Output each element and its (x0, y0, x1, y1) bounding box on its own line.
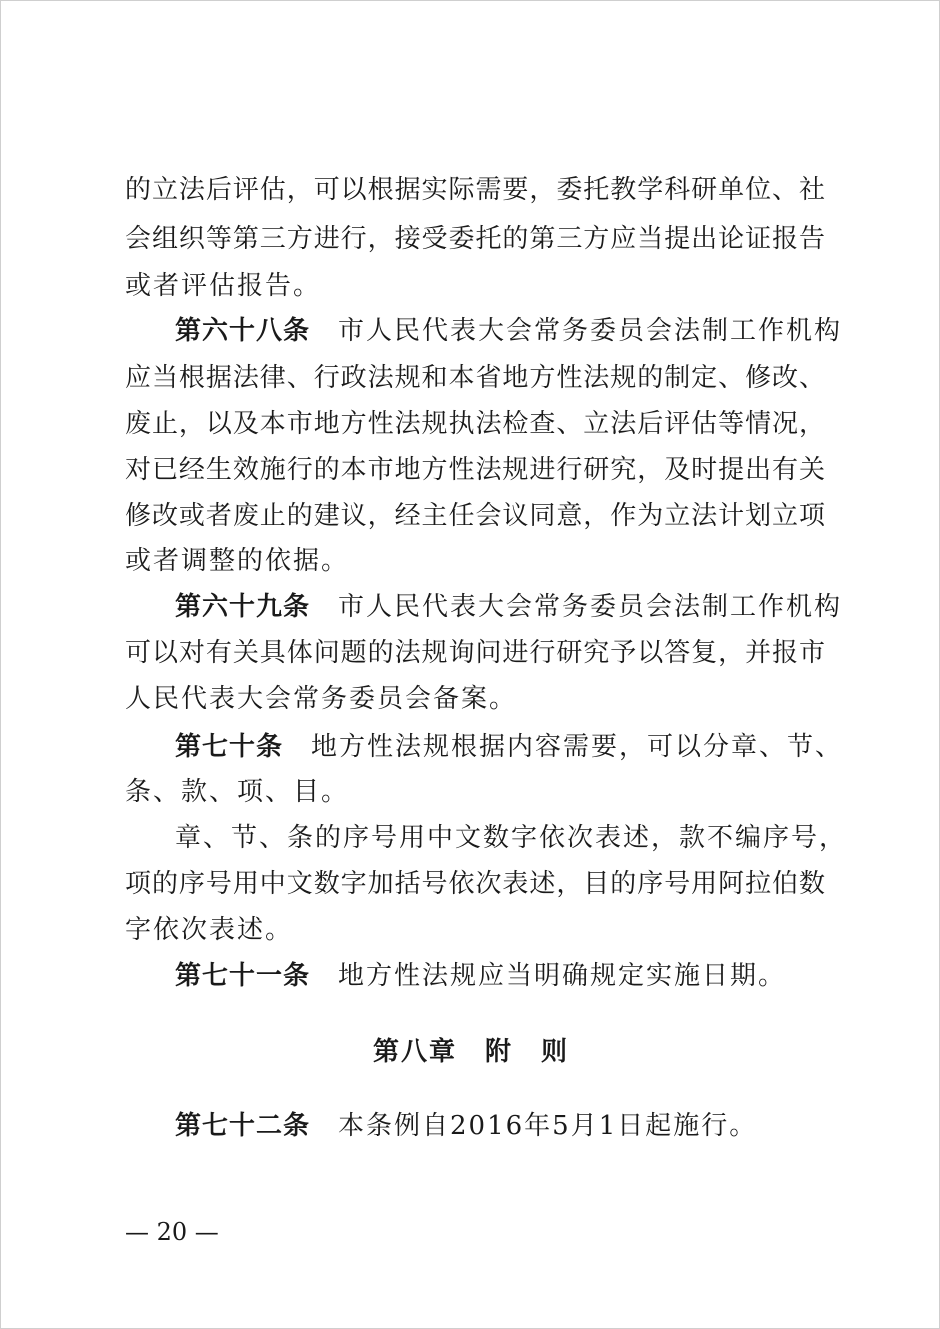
article-70-first-line (175, 730, 844, 764)
body-text-line: 会组织等第三方进行，接受委托的第三方应当提出论证报告 (125, 224, 825, 254)
body-text: 市人民代表大会常务委员会法制工作机构 (338, 592, 843, 622)
body-text-line: 人民代表大会常务委员会备案。 (125, 684, 518, 714)
article-69-first-line (175, 590, 843, 624)
body-text-line: 条、款、项、目。 (125, 777, 350, 807)
body-text-line: 项的序号用中文数字加括号依次表述，目的序号用阿拉伯数 (125, 869, 825, 899)
body-text: 地方性法规应当明确规定实施日期。 (338, 961, 787, 991)
body-text: 市人民代表大会常务委员会法制工作机构 (338, 316, 843, 346)
page-number: — 20 — (125, 1218, 219, 1246)
article-71-first-line (175, 959, 825, 993)
body-text-line: 或者评估报告。 (125, 271, 322, 301)
article-72-first-line (175, 1109, 825, 1143)
body-text-line: 的立法后评估，可以根据实际需要，委托教学科研单位、社 (125, 175, 825, 205)
article-72-label: 第七十二条 (175, 1111, 311, 1141)
article-69-label: 第六十九条 (175, 592, 311, 622)
body-text: 本条例自2016年5月1日起施行。 (338, 1111, 758, 1141)
body-text: 地方性法规根据内容需要，可以分章、节、 (311, 732, 844, 762)
article-68-label: 第六十八条 (175, 316, 311, 346)
body-text-line: 废止，以及本市地方性法规执法检查、立法后评估等情况， (125, 409, 825, 439)
body-text-line: 章、节、条的序号用中文数字依次表述，款不编序号， (175, 823, 848, 853)
article-70-label: 第七十条 (175, 732, 284, 762)
chapter-heading: 第八章 附 则 (372, 1037, 569, 1067)
body-text-line: 或者调整的依据。 (125, 546, 350, 576)
body-text-line: 可以对有关具体问题的法规询问进行研究予以答复，并报市 (125, 638, 825, 668)
body-text-line: 应当根据法律、行政法规和本省地方性法规的制定、修改、 (125, 363, 825, 393)
article-68-first-line (175, 314, 843, 348)
body-text-line: 修改或者废止的建议，经主任会议同意，作为立法计划立项 (125, 501, 825, 531)
body-text-line: 对已经生效施行的本市地方性法规进行研究，及时提出有关 (125, 455, 825, 485)
body-text-line: 字依次表述。 (125, 915, 294, 945)
article-71-label: 第七十一条 (175, 961, 311, 991)
